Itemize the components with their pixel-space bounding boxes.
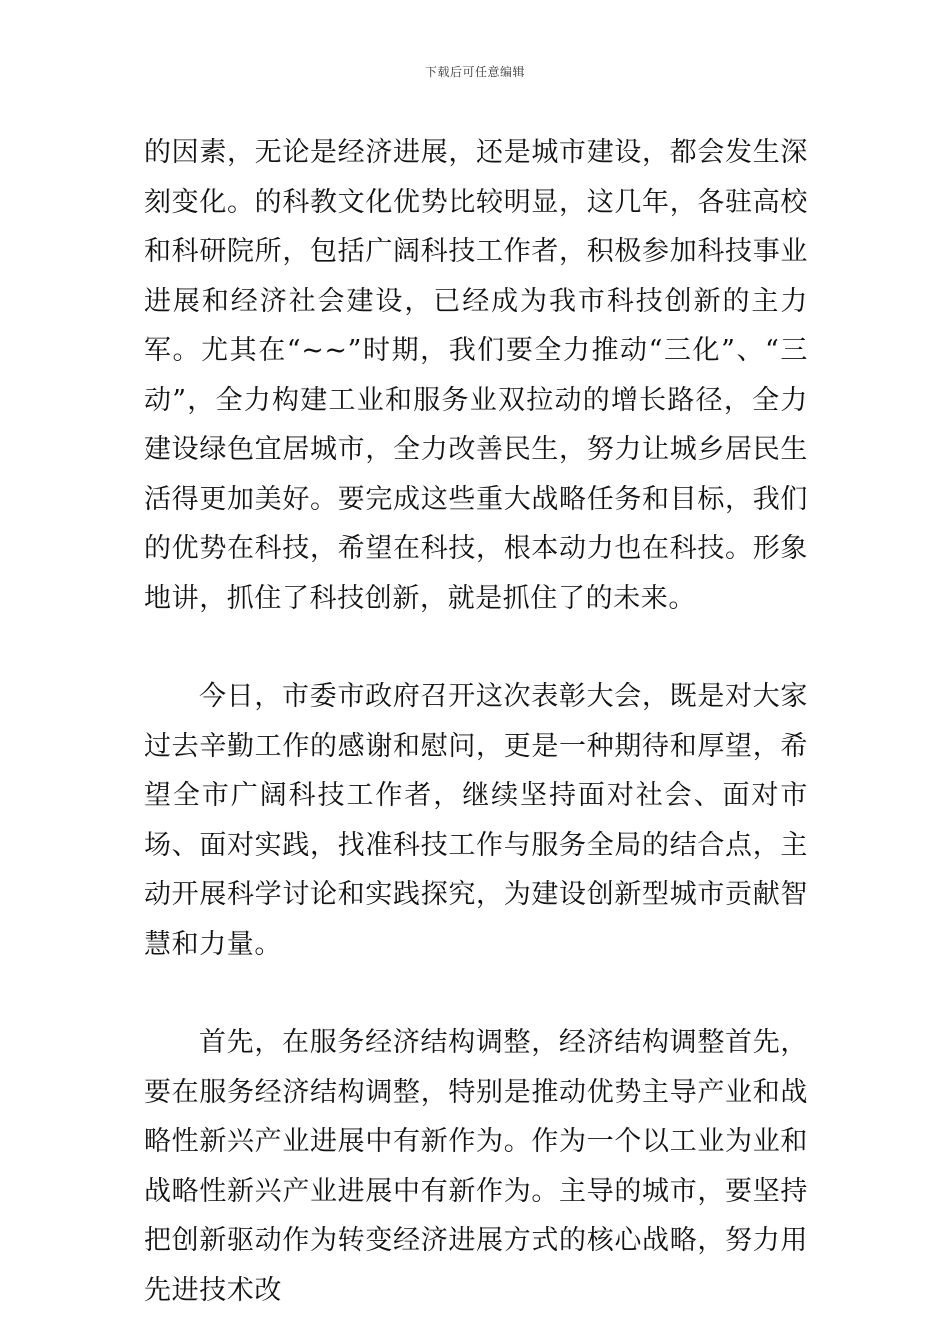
paragraph-1: 的因素，无论是经济进展，还是城市建设，都会发生深刻变化。的科教文化优势比较明显，这几年，各驻高校和科研院所，包括广阔科技工作者，积极参加科技事业进展和经济社会建设，已经成为我市科技创新的主力军。尤其在“~~”时期，我们要全力推动“三化”、“三动”，全力构建工业和服务业双拉动的增长路径，全力建设绿色宜居城市，全力改善民生，努力让城乡居民生活得更加美好。要完成这些重大战略任务和目标，我们的优势在科技，希望在科技，根本动力也在科技。形象地讲，抓住了科技创新，就是抓住了的未来。 <box>144 137 808 614</box>
paragraph-2: 今日，市委市政府召开这次表彰大会，既是对大家过去辛勤工作的感谢和慰问，更是一种期待和厚望，希望全市广阔科技工作者，继续坚持面对社会、面对市场、面对实践，找准科技工作与服务全局的结合点，主动开展科学讨论和实践探究，为建设创新型城市贡献智慧和力量。 <box>144 681 808 960</box>
document-body <box>144 128 808 1315</box>
paragraph-3: 首先，在服务经济结构调整，经济结构调整首先，要在服务经济结构调整，特别是推动优势主导产业和战略性新兴产业进展中有新作为。作为一个以工业为业和战略性新兴产业进展中有新作为。主导的城市，要坚持把创新驱动作为转变经济进展方式的核心战略，努力用先进技术改 <box>144 1027 808 1306</box>
page-header: 下载后可任意编辑 <box>424 65 525 79</box>
